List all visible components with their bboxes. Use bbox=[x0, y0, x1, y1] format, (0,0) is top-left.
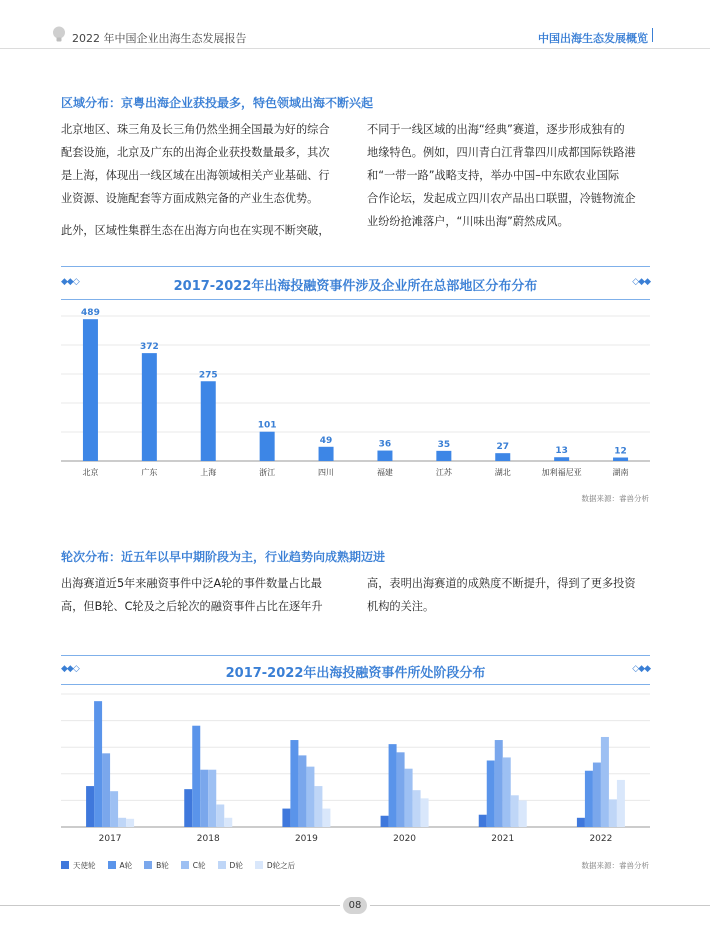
chart-title-rule bbox=[61, 299, 650, 300]
legend-swatch bbox=[218, 861, 226, 869]
data-label: 27 bbox=[496, 442, 510, 453]
bar bbox=[290, 740, 298, 827]
legend-label: C轮 bbox=[192, 861, 206, 870]
legend-item bbox=[255, 860, 295, 871]
data-label: 489 bbox=[81, 308, 100, 319]
bar bbox=[495, 453, 510, 461]
tick-label: 广东 bbox=[141, 468, 158, 477]
bar bbox=[585, 771, 593, 827]
tick-label: 北京 bbox=[82, 468, 99, 477]
header-rule bbox=[0, 48, 710, 49]
tick-label: 浙江 bbox=[259, 468, 276, 477]
round-heading: 轮次分布：近五年以早中期阶段为主，行业趋势向成熟期迈进 bbox=[61, 550, 386, 564]
bar bbox=[613, 458, 628, 461]
lightbulb-icon bbox=[52, 26, 66, 44]
round-chart bbox=[61, 655, 650, 855]
text-line: 出海赛道近5年来融资事件中泛A轮的事件数量占比最 bbox=[61, 577, 322, 590]
diamond-ornament-left: ◆◆◇ bbox=[61, 277, 79, 287]
legend-swatch bbox=[255, 861, 263, 869]
data-label: 101 bbox=[257, 420, 277, 431]
text-line: 业资源、设施配套等方面成熟完备的产业生态优势。 bbox=[61, 192, 319, 205]
bar bbox=[94, 701, 102, 827]
tick-label: 四川 bbox=[318, 468, 335, 477]
tick-label: 2020 bbox=[393, 834, 417, 844]
tick-label: 2019 bbox=[294, 834, 318, 844]
section-title: 中国出海生态发展概览 bbox=[538, 32, 648, 45]
data-label: 372 bbox=[139, 342, 159, 353]
region-chart bbox=[61, 266, 650, 506]
region-right-paragraph bbox=[367, 118, 657, 233]
region-bar-chart bbox=[61, 306, 650, 496]
chart-title-rule bbox=[61, 684, 650, 685]
bar bbox=[192, 726, 200, 827]
chart-legend bbox=[61, 860, 307, 871]
region-left-paragraph bbox=[61, 118, 351, 242]
tick-label: 加利福尼亚 bbox=[541, 468, 582, 477]
bar bbox=[519, 800, 527, 827]
bar bbox=[224, 818, 232, 827]
bar bbox=[298, 755, 306, 827]
chart-title: 2017-2022年出海投融资事件所处阶段分布 bbox=[225, 666, 486, 681]
bar bbox=[110, 791, 118, 827]
legend-item bbox=[144, 860, 169, 871]
footer-rule-right bbox=[370, 905, 710, 906]
legend-label: D轮之后 bbox=[266, 861, 296, 870]
chart-top-rule bbox=[61, 655, 650, 656]
text-line: 合作论坛，发起成立四川农产品出口联盟，冷链物流企 bbox=[367, 192, 636, 205]
data-source: 数据来源：睿兽分析 bbox=[581, 861, 649, 870]
data-label: 12 bbox=[614, 446, 627, 457]
bar bbox=[511, 795, 519, 827]
round-grouped-bar-chart bbox=[61, 689, 650, 859]
bar bbox=[577, 818, 585, 827]
legend-swatch bbox=[61, 861, 69, 869]
legend-label: D轮 bbox=[229, 861, 243, 870]
data-label: 13 bbox=[555, 446, 568, 457]
bar bbox=[389, 744, 397, 827]
text-line: 和“一带一路”战略支持，举办中国–中东欧农业国际 bbox=[367, 169, 620, 182]
page-number: 08 bbox=[343, 897, 367, 914]
tick-label: 2018 bbox=[196, 834, 220, 844]
bar bbox=[503, 757, 511, 827]
bar bbox=[377, 451, 392, 461]
bar bbox=[102, 753, 110, 827]
diamond-ornament-right: ◇◆◆ bbox=[632, 277, 650, 287]
bar bbox=[142, 353, 157, 461]
chart-top-rule bbox=[61, 266, 650, 267]
round-left-paragraph bbox=[61, 572, 351, 618]
bar bbox=[554, 457, 569, 461]
bar bbox=[479, 815, 487, 827]
legend-label: B轮 bbox=[156, 861, 169, 870]
legend-swatch bbox=[181, 861, 189, 869]
text-line: 高，但B轮、C轮及之后轮次的融资事件占比在逐年升 bbox=[61, 600, 323, 613]
tick-label: 2017 bbox=[98, 834, 122, 844]
chart-title: 2017-2022年出海投融资事件涉及企业所在总部地区分布分布 bbox=[173, 279, 538, 294]
tick-label: 江苏 bbox=[435, 468, 452, 477]
tick-label: 福建 bbox=[376, 468, 393, 477]
legend-swatch bbox=[108, 861, 116, 869]
data-label: 35 bbox=[437, 439, 451, 450]
bar bbox=[282, 809, 290, 827]
data-label: 49 bbox=[319, 435, 333, 446]
bar bbox=[495, 740, 503, 827]
bar bbox=[201, 381, 216, 461]
bar bbox=[617, 780, 625, 827]
tick-label: 湖北 bbox=[494, 468, 511, 477]
bar bbox=[118, 818, 126, 827]
bar bbox=[200, 770, 208, 827]
page-header bbox=[0, 0, 710, 50]
bar bbox=[184, 789, 192, 827]
bar bbox=[381, 816, 389, 827]
legend-swatch bbox=[144, 861, 152, 869]
text-line: 配套设施，北京及广东的出海企业获投数量最多，其次 bbox=[61, 146, 330, 159]
legend-label: A轮 bbox=[119, 861, 133, 870]
bar bbox=[609, 799, 617, 827]
tick-label: 2021 bbox=[491, 834, 515, 844]
bar bbox=[208, 770, 216, 827]
bar bbox=[421, 798, 429, 827]
text-line: 机构的关注。 bbox=[367, 600, 435, 613]
bar bbox=[413, 790, 421, 827]
data-label: 275 bbox=[198, 370, 218, 381]
text-line: 业纷纷抢滩落户，“川味出海”蔚然成风。 bbox=[367, 215, 569, 228]
bar bbox=[405, 769, 413, 827]
bar bbox=[314, 786, 322, 827]
round-right-paragraph bbox=[367, 572, 657, 618]
data-source: 数据来源：睿兽分析 bbox=[581, 494, 649, 503]
data-label: 36 bbox=[378, 439, 392, 450]
legend-item bbox=[61, 860, 96, 871]
bar bbox=[86, 786, 94, 827]
legend-item bbox=[218, 860, 243, 871]
bar bbox=[322, 809, 330, 827]
diamond-ornament-left: ◆◆◇ bbox=[61, 664, 79, 674]
tick-label: 湖南 bbox=[612, 468, 629, 477]
text-line: 是上海，体现出一线区域在出海领域相关产业基础、行 bbox=[61, 169, 330, 182]
header-divider bbox=[652, 28, 653, 42]
legend-item bbox=[108, 860, 133, 871]
legend-item bbox=[181, 860, 206, 871]
text-line: 此外，区域性集群生态在出海方向也在实现不断突破， bbox=[61, 224, 330, 237]
legend-label: 天使轮 bbox=[73, 861, 96, 870]
tick-label: 2022 bbox=[589, 834, 613, 844]
bar bbox=[593, 763, 601, 827]
bar bbox=[306, 767, 314, 827]
report-title: 2022 年中国企业出海生态发展报告 bbox=[72, 32, 247, 45]
bar bbox=[319, 447, 334, 461]
footer-rule-left bbox=[0, 905, 340, 906]
bar bbox=[487, 761, 495, 828]
bar bbox=[260, 432, 275, 461]
bar bbox=[397, 752, 405, 827]
text-line: 不同于一线区域的出海“经典”赛道，逐步形成独有的 bbox=[367, 123, 625, 136]
text-line: 地缘特色。例如，四川青白江背靠四川成都国际铁路港 bbox=[367, 146, 636, 159]
text-line: 高，表明出海赛道的成熟度不断提升，得到了更多投资 bbox=[367, 577, 636, 590]
tick-label: 上海 bbox=[200, 468, 217, 477]
bar bbox=[436, 451, 451, 461]
bar bbox=[216, 804, 224, 827]
diamond-ornament-right: ◇◆◆ bbox=[632, 664, 650, 674]
bar bbox=[601, 737, 609, 827]
bar bbox=[83, 319, 98, 461]
text-line: 北京地区、珠三角及长三角仍然坐拥全国最为好的综合 bbox=[61, 123, 330, 136]
region-heading: 区域分布：京粤出海企业获投最多，特色领域出海不断兴起 bbox=[61, 96, 374, 110]
bar bbox=[126, 819, 134, 827]
